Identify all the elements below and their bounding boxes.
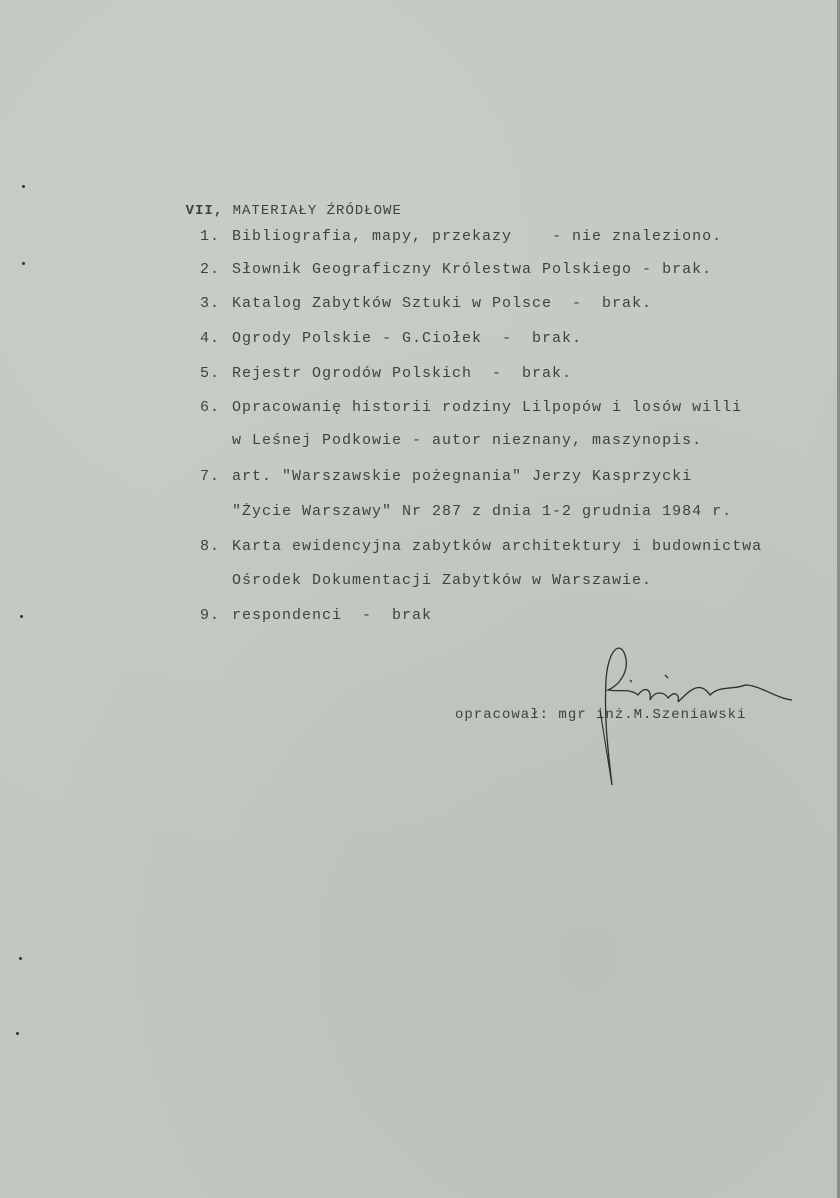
list-item <box>200 607 800 625</box>
list-item <box>200 261 800 279</box>
list-item <box>200 365 800 383</box>
punch-mark <box>22 262 25 265</box>
list-item <box>200 228 800 246</box>
item-text: Słownik Geograficzny Królestwa Polskiego - brak. <box>232 261 713 278</box>
list-item <box>200 399 800 417</box>
item-text: "Życie Warszawy" Nr 287 z dnia 1-2 grudnia 1984 r. <box>232 503 733 520</box>
handwritten-signature <box>560 640 800 790</box>
punch-mark <box>20 615 23 618</box>
item-text: w Leśnej Podkowie - autor nieznany, maszynopis. <box>232 432 703 449</box>
list-item <box>200 330 800 348</box>
list-item-continuation <box>200 503 800 521</box>
list-item-continuation <box>200 572 800 590</box>
item-text: Rejestr Ogrodów Polskich - brak. <box>232 365 573 382</box>
item-number: 6. <box>200 399 221 416</box>
item-text: Karta ewidencyjna zabytków architektury i budownictwa <box>232 538 763 555</box>
item-number: 9. <box>200 607 221 624</box>
item-number: 7. <box>200 468 221 485</box>
item-text: Ośrodek Dokumentacji Zabytków w Warszawie. <box>232 572 653 589</box>
punch-mark <box>16 1032 19 1035</box>
author-line: opracował: mgr inż.M.Szeniawski <box>455 707 747 723</box>
punch-mark <box>19 957 22 960</box>
item-number: 5. <box>200 365 221 382</box>
item-text: respondenci - brak <box>232 607 433 624</box>
punch-mark <box>22 185 25 188</box>
list-item-continuation <box>200 432 800 450</box>
list-item <box>200 468 800 486</box>
section-title: MATERIAŁY ŹRÓDŁOWE <box>232 203 402 219</box>
item-text: Bibliografia, mapy, przekazy - nie znaleziono. <box>232 228 723 245</box>
item-text: art. "Warszawskie pożegnania" Jerzy Kasprzycki <box>232 468 693 485</box>
item-number: 2. <box>200 261 221 278</box>
item-number: 8. <box>200 538 221 555</box>
section-number: VII, <box>185 203 224 219</box>
item-text: Katalog Zabytków Sztuki w Polsce - brak. <box>232 295 653 312</box>
item-number: 3. <box>200 295 221 312</box>
list-item <box>200 295 800 313</box>
item-text: Ogrody Polskie - G.Ciołek - brak. <box>232 330 583 347</box>
item-number: 1. <box>200 228 221 245</box>
item-number: 4. <box>200 330 221 347</box>
list-item <box>200 538 800 556</box>
item-text: Opracowanię historii rodziny Lilpopów i losów willi <box>232 399 743 416</box>
